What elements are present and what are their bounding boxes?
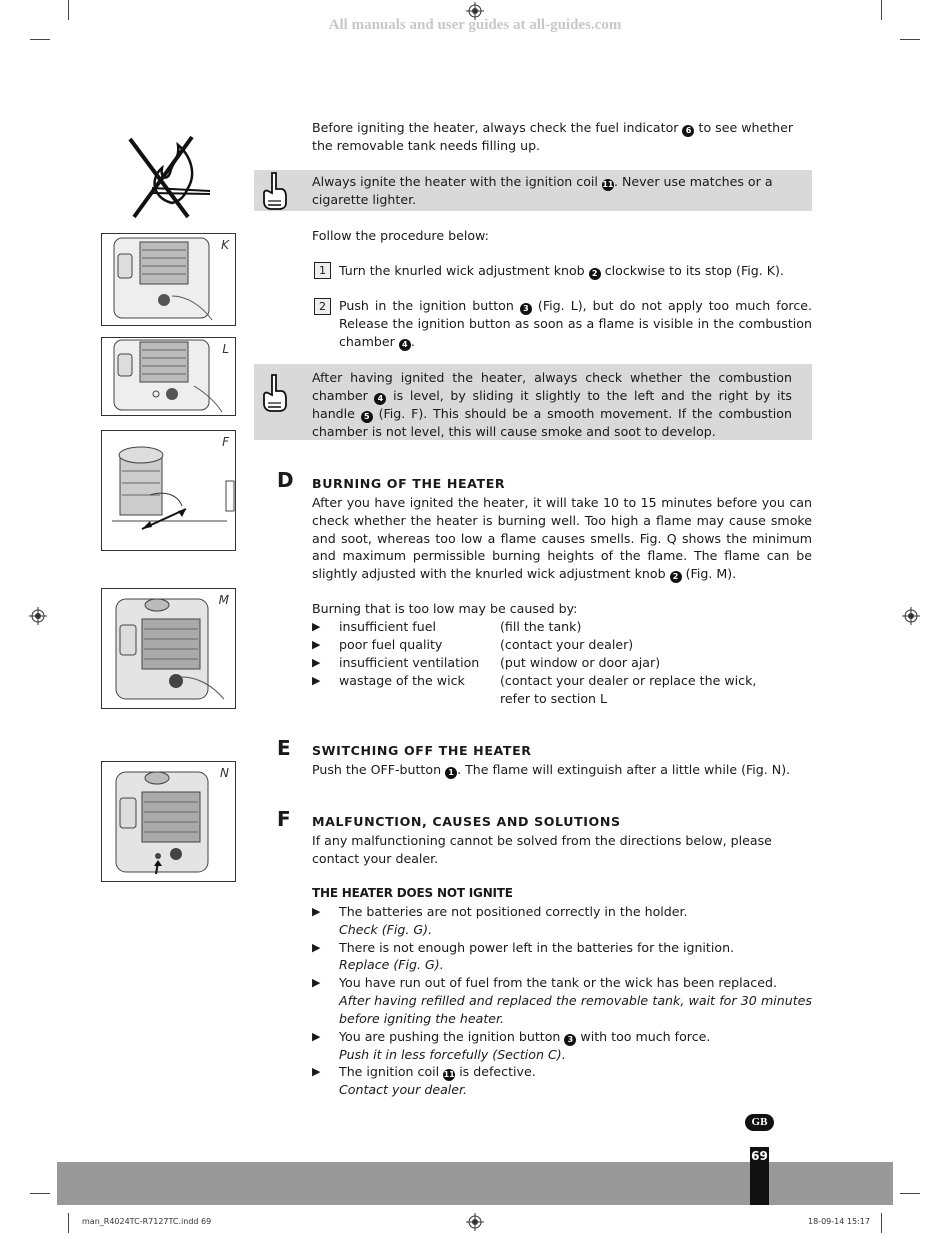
crop-mark [900, 39, 920, 40]
section-letter: E [277, 736, 291, 760]
crop-mark [68, 1213, 69, 1233]
step-number: 2 [314, 298, 331, 315]
section-title: SWITCHING OFF THE HEATER [312, 743, 532, 758]
section-letter: F [277, 807, 291, 831]
figure-l [101, 337, 236, 416]
list-item: ▶ wastage of the wick (contact your dealer or replace the wick, refer to section L [312, 673, 757, 706]
figure-k [101, 233, 236, 326]
crop-mark [30, 39, 50, 40]
procedure-intro: Follow the procedure below: [312, 228, 489, 243]
list-item: ▶ insufficient ventilation (put window or door ajar) [312, 655, 661, 670]
crop-mark [30, 1193, 50, 1194]
registration-mark-icon [466, 1213, 484, 1231]
bullet-arrow-icon: ▶ [312, 976, 321, 990]
figure-label: K [221, 238, 229, 252]
watermark: All manuals and user guides at all-guides.com [328, 17, 622, 33]
malfunction-list [312, 903, 812, 1099]
figure-label: F [222, 435, 229, 449]
figure-label: M [218, 593, 229, 607]
bullet-arrow-icon: ▶ [312, 1029, 321, 1043]
burning-paragraph: After you have ignited the heater, it will take 10 to 15 minutes before you can check whether the heater is burning well. Too high a flame may cause smoke and soot, whereas too low a flame causes smells. Fig. Q shows the minimum and maximum permissible burning heights of the flame. The flame can be slightly adjusted with the knurled wick adjustment knob 2 (Fig. M). [312, 495, 812, 582]
footer-filename: man_R4024TC-R7127TC.indd 69 [82, 1217, 212, 1226]
registration-mark-icon [902, 607, 920, 625]
crop-mark [900, 1193, 920, 1194]
bullet-arrow-icon: ▶ [312, 638, 321, 651]
section-letter: D [277, 468, 294, 492]
pointing-hand-icon [259, 373, 289, 413]
registration-mark-icon [466, 2, 484, 20]
no-open-flame-icon [122, 133, 212, 219]
list-item: ▶ poor fuel quality (contact your dealer) [312, 637, 634, 652]
malfunction-intro: If any malfunctioning cannot be solved from the directions below, please contact your dealer. [312, 833, 772, 866]
warning-level-text: After having ignited the heater, always check whether the combustion chamber 4 is level, by sliding it slightly to the left and the right by its handle 5 (Fig. F). This should be a smooth movement. If the combustion chamber is not level, this will cause smoke and soot to develop. [312, 370, 792, 439]
figure-label: L [222, 342, 229, 356]
list-item: ▶ You are pushing the ignition button 3 with too much force. Push it in less forcefully (Section C). [312, 1028, 711, 1062]
language-badge: GB [745, 1114, 774, 1131]
step-2-text: Push in the ignition button 3 (Fig. L), but do not apply too much force. Release the ignition button as soon as a flame is visible in the combustion chamber 4 . [339, 298, 812, 349]
list-item: ▶ You have run out of fuel from the tank or the wick has been replaced. After having refilled and replaced the removable tank, wait for 30 minutes before igniting the heater. [312, 975, 812, 1026]
section-title: MALFUNCTION, CAUSES AND SOLUTIONS [312, 814, 621, 829]
crop-mark [881, 0, 882, 20]
subsection-title: THE HEATER DOES NOT IGNITE [312, 886, 513, 900]
section-title: BURNING OF THE HEATER [312, 476, 506, 491]
figure-m [101, 588, 236, 709]
figure-f [101, 430, 236, 551]
bullet-arrow-icon: ▶ [312, 1065, 321, 1079]
step-1-text: Turn the knurled wick adjustment knob 2 clockwise to its stop (Fig. K). [339, 263, 784, 278]
bullet-arrow-icon: ▶ [312, 674, 321, 687]
step-number: 1 [314, 262, 331, 279]
bullet-arrow-icon: ▶ [312, 940, 321, 954]
switch-off-paragraph: Push the OFF-button 1 . The flame will extinguish after a little while (Fig. N). [312, 762, 791, 777]
low-burning-intro: Burning that is too low may be caused by: [312, 601, 578, 616]
registration-mark-icon [29, 607, 47, 625]
figure-label: N [220, 766, 229, 780]
bullet-arrow-icon: ▶ [312, 656, 321, 669]
list-item: ▶ There is not enough power left in the batteries for the ignition. Replace (Fig. G). [312, 939, 735, 973]
intro-paragraph: Before igniting the heater, always check the fuel indicator 6 to see whether the removable tank needs filling up. [312, 120, 794, 153]
causes-list [312, 618, 812, 708]
list-item: ▶ The ignition coil 11 is defective. Contact your dealer. [312, 1064, 536, 1098]
crop-mark [68, 0, 69, 20]
crop-mark [881, 1213, 882, 1233]
figure-n [101, 761, 236, 882]
warning-ignition-text: Always ignite the heater with the ignition coil 11. Never use matches or a cigarette lighter. [312, 174, 773, 207]
list-item: ▶ The batteries are not positioned correctly in the holder. Check (Fig. G). [312, 904, 688, 937]
page-number: 69 [750, 1147, 769, 1205]
pointing-hand-icon [259, 171, 289, 211]
bullet-arrow-icon: ▶ [312, 905, 321, 918]
list-item: ▶ insufficient fuel (fill the tank) [312, 619, 582, 634]
footer-timestamp: 18-09-14 15:17 [808, 1217, 870, 1226]
bullet-arrow-icon: ▶ [312, 620, 321, 633]
